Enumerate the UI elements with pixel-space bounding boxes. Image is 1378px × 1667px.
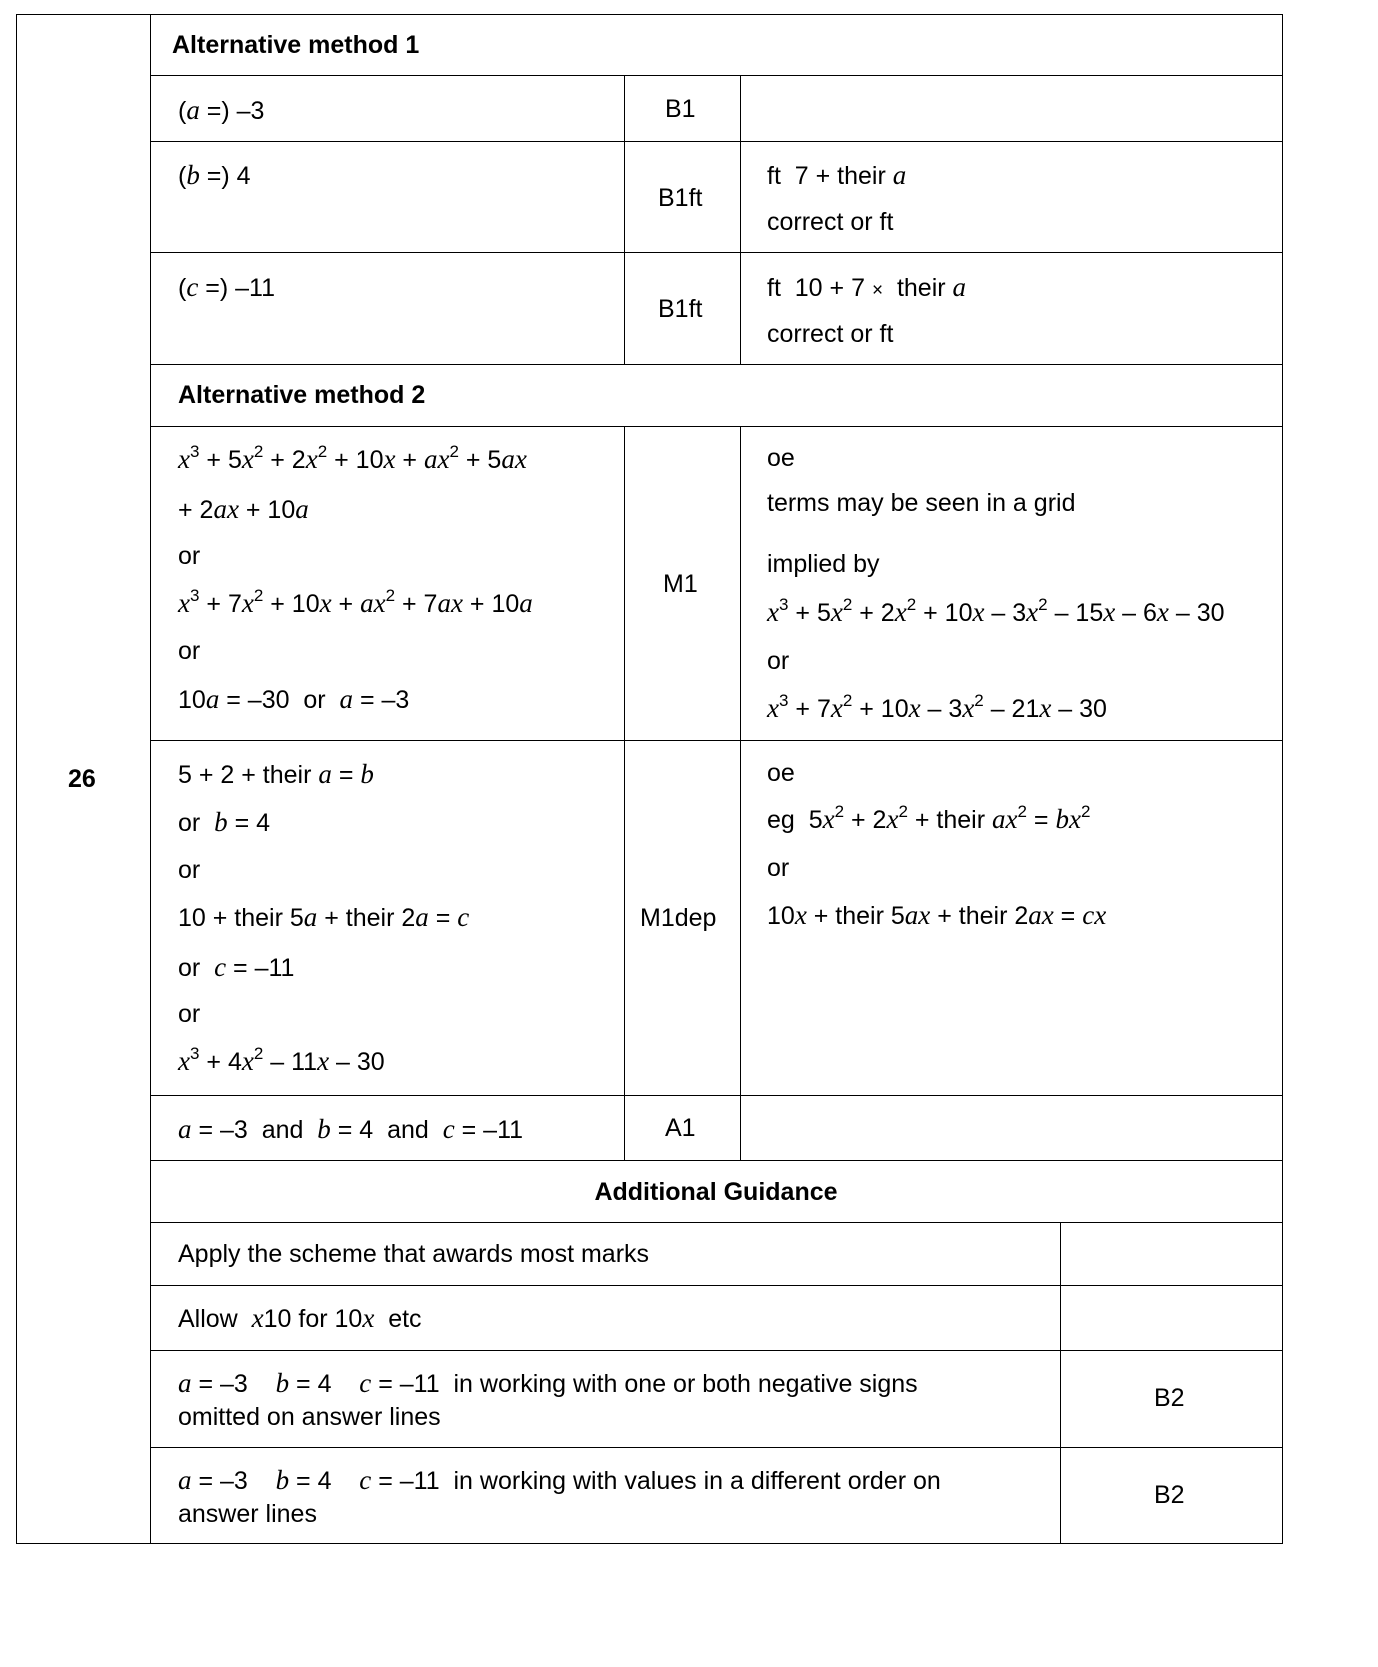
- guidance-text-4: a = –3 b = 4 c = –11 in working with values in a different order on answer lines: [178, 1465, 941, 1528]
- mark-scheme-table: 26 Alternative method 1 (a =) –3 B1 (b =) 4 B1ft ft 7 + their a correct or ft (c =) –11 B1ft ft 10 + 7 × their a correct or ft Alternative method 2 $x^3 + 5x^2 + 2x^2 + 10x + ax^2 + 5ax$ + 2ax + 10a or $x^3 + 7x^2 + 10x + ax^2 + 7ax + 10a$ or 10a = –30 or a = –3 M1 oe terms may be seen in a grid implied by $x^3 + 5x^2 + 2x^2 + 10x - 3x^2 - 15x - 6x - 30$ or $x^3 + 7x^2 + 10x - 3x^2 - 21x - 30$ 5 + 2 + their a = b or b = 4 or 10 + their 5a + their 2a = c or c = –11 or $x^3 + 4x^2 - 11x - 30$ M1dep oe eg $5x^2 + 2x^2$ + their $ax^2 = bx^2$ or 10x + their 5ax + their 2ax = cx a = –3 and b = 4 and c = –11 A1 Additional Guidance Apply the scheme that awards most marks Allow x10 for 10x etc a = –3 b = 4 c = –11 in working with one or both negative signs omitted on answer lines B2 a = –3 b = 4 c = –11 in working with values in a different order on answer lines B2: [16, 14, 1364, 1643]
- m1-comment-b-2: correct or ft: [767, 208, 894, 236]
- guidance-mark-3: B2: [1154, 1384, 1185, 1412]
- m1-mark-b: B1ft: [658, 184, 703, 212]
- m1-comment-c: ft 10 + 7 × their a: [767, 272, 967, 302]
- m2-row1-mark: M1: [663, 570, 698, 598]
- guidance-mark-4: B2: [1154, 1481, 1185, 1509]
- m2-row3-mark: A1: [665, 1114, 696, 1142]
- method1-header: Alternative method 1: [172, 31, 420, 59]
- guidance-text-3: a = –3 b = 4 c = –11 in working with one or both negative signs omitted on answer lines: [178, 1368, 918, 1431]
- m2-row3-answer: a = –3 and b = 4 and c = –11: [178, 1114, 524, 1144]
- m1-answer-c: (c =) –11: [178, 272, 275, 302]
- m1-comment-b: ft 7 + their a: [767, 160, 907, 190]
- m1-mark-c: B1ft: [658, 295, 703, 323]
- m1-answer-a: (a =) –3: [178, 95, 265, 125]
- m1-answer-b: (b =) 4: [178, 160, 251, 190]
- guidance-text-1: Apply the scheme that awards most marks: [178, 1240, 650, 1268]
- m2-row2-mark: M1dep: [640, 904, 717, 932]
- m1-comment-c-2: correct or ft: [767, 320, 894, 348]
- method2-header: Alternative method 2: [178, 381, 426, 409]
- guidance-text-2: Allow x10 for 10x etc: [178, 1303, 422, 1333]
- question-number: 26: [68, 765, 96, 793]
- guidance-header: Additional Guidance: [594, 1178, 838, 1206]
- m1-mark-a: B1: [665, 95, 696, 123]
